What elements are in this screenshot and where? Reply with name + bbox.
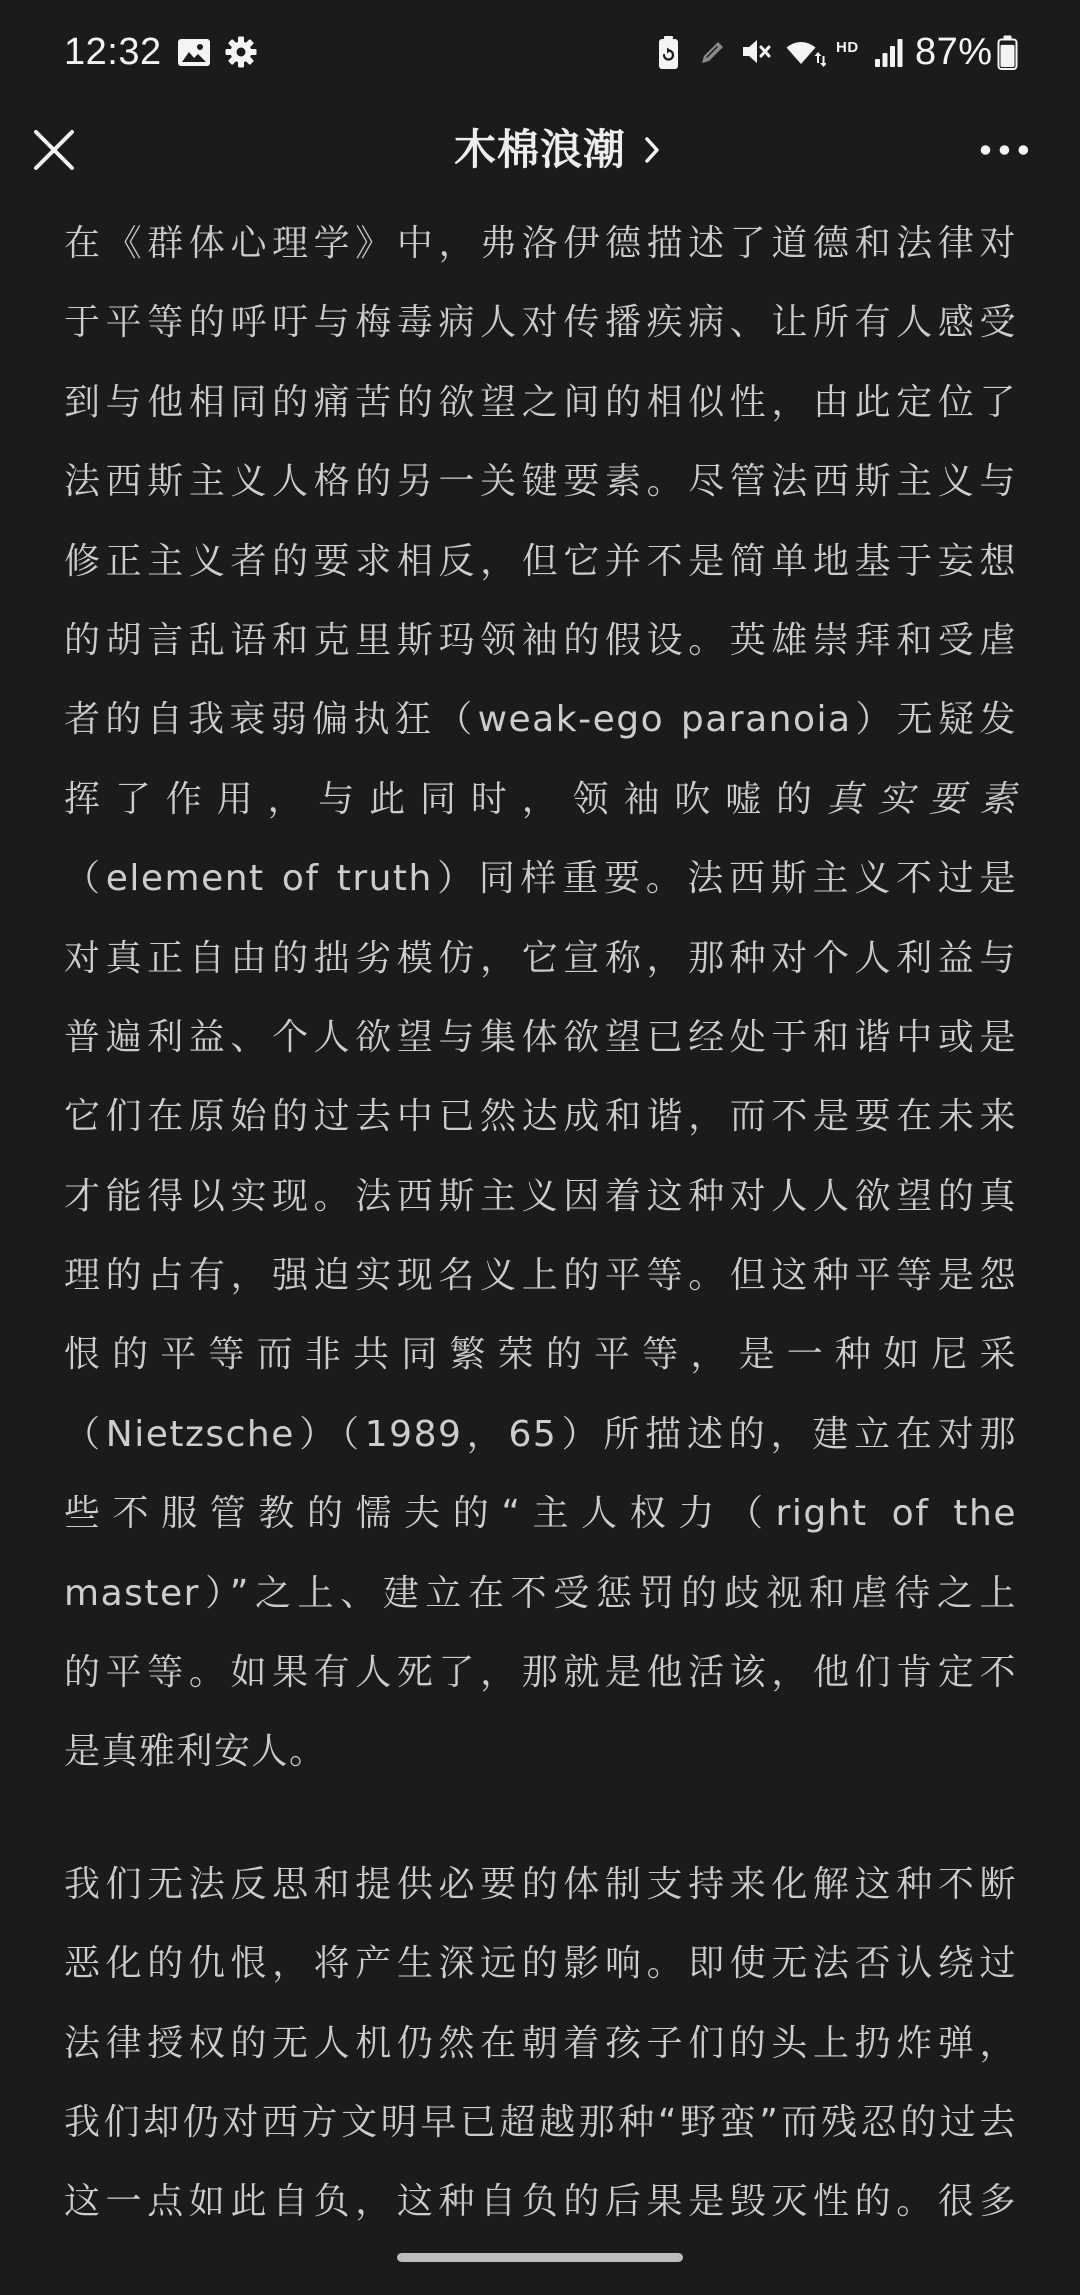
more-icon	[972, 130, 1036, 170]
pencil-icon	[698, 38, 727, 67]
article-line: 到与他相同的痛苦的欲望之间的相似性，由此定位了	[64, 381, 1017, 423]
wifi-icon	[785, 35, 826, 68]
article-line: 它们在原始的过去中已然达成和谐，而不是要在未来	[64, 1096, 1017, 1138]
article-line: （element of truth）同样重要。法西斯主义不过是	[64, 858, 1017, 900]
home-indicator[interactable]	[397, 2253, 683, 2262]
close-icon	[30, 126, 78, 174]
network-badge: HD	[836, 39, 859, 56]
battery-icon	[997, 35, 1018, 70]
article-line: 在《群体心理学》中，弗洛伊德描述了道德和法律对	[64, 223, 1017, 264]
article-line: 的胡言乱语和克里斯玛领袖的假设。英雄崇拜和受虐	[64, 619, 1017, 661]
article-line: 才能得以实现。法西斯主义因着这种对人人欲望的真	[64, 1175, 1017, 1217]
article-line: 些不服管教的懦夫的“主人权力（right of the	[64, 1493, 1017, 1535]
article-line: 理的占有，强迫实现名义上的平等。但这种平等是怨	[64, 1255, 1017, 1297]
article-line: master）”之上、建立在不受惩罚的歧视和虐待之上	[64, 1572, 1017, 1614]
account-title-button[interactable]	[454, 122, 626, 178]
article-line: （Nietzsche）（1989，65）所描述的，建立在对那	[64, 1413, 1017, 1455]
article-line: 对真正自由的拙劣模仿，它宣称，那种对个人利益与	[64, 937, 1017, 979]
article-line: 修正主义者的要求相反，但它并不是简单地基于妄想	[64, 540, 1017, 582]
emphasized-term: 真实要素	[826, 778, 1017, 820]
article-line: 这一点如此自负，这种自负的后果是毁灭性的。很多	[64, 2181, 1017, 2223]
line-text: 挥了作用，与此同时，领袖吹嘘的	[64, 778, 827, 820]
status-bar	[0, 0, 1080, 100]
battery-percent: 87%	[915, 31, 993, 73]
gear-icon	[225, 36, 257, 68]
article-line: 于平等的呼吁与梅毒病人对传播疾病、让所有人感受	[64, 302, 1017, 344]
article-line: 普遍利益、个人欲望与集体欲望已经处于和谐中或是	[64, 1016, 1017, 1058]
article-line: 我们无法反思和提供必要的体制支持来化解这种不断	[64, 1863, 1017, 1905]
article-line	[64, 760, 1017, 839]
power-saving-icon	[657, 35, 680, 70]
article-line: 法律授权的无人机仍然在朝着孩子们的头上扔炸弹，	[64, 2022, 1017, 2064]
article-line: 者的自我衰弱偏执狂（weak-ego paranoia）无疑发	[64, 699, 1017, 741]
status-time: 12:32	[64, 31, 162, 73]
article-body	[64, 204, 1017, 2295]
article-line: 恶化的仇恨，将产生深远的影响。即使无法否认绕过	[64, 1943, 1017, 1985]
image-icon	[177, 38, 211, 67]
chevron-right-icon	[644, 137, 660, 163]
close-button[interactable]	[30, 126, 78, 174]
article-line: 是真雅利安人。	[64, 1731, 327, 1773]
page-title: 木棉浪潮	[453, 125, 627, 174]
article-paragraph	[64, 204, 1017, 1792]
article-line: 恨的平等而非共同繁荣的平等，是一种如尼采	[64, 1334, 1017, 1376]
signal-icon	[874, 36, 904, 68]
mute-icon	[740, 35, 772, 68]
article-line: 的平等。如果有人死了，那就是他活该，他们肯定不	[64, 1652, 1017, 1694]
article-paragraph	[64, 1845, 1017, 2242]
more-button[interactable]	[972, 130, 1036, 170]
article-line: 法西斯主义人格的另一关键要素。尽管法西斯主义与	[64, 461, 1017, 503]
article-line: 我们却仍对西方文明早已超越那种“野蛮”而残忍的过去	[64, 2101, 1017, 2143]
